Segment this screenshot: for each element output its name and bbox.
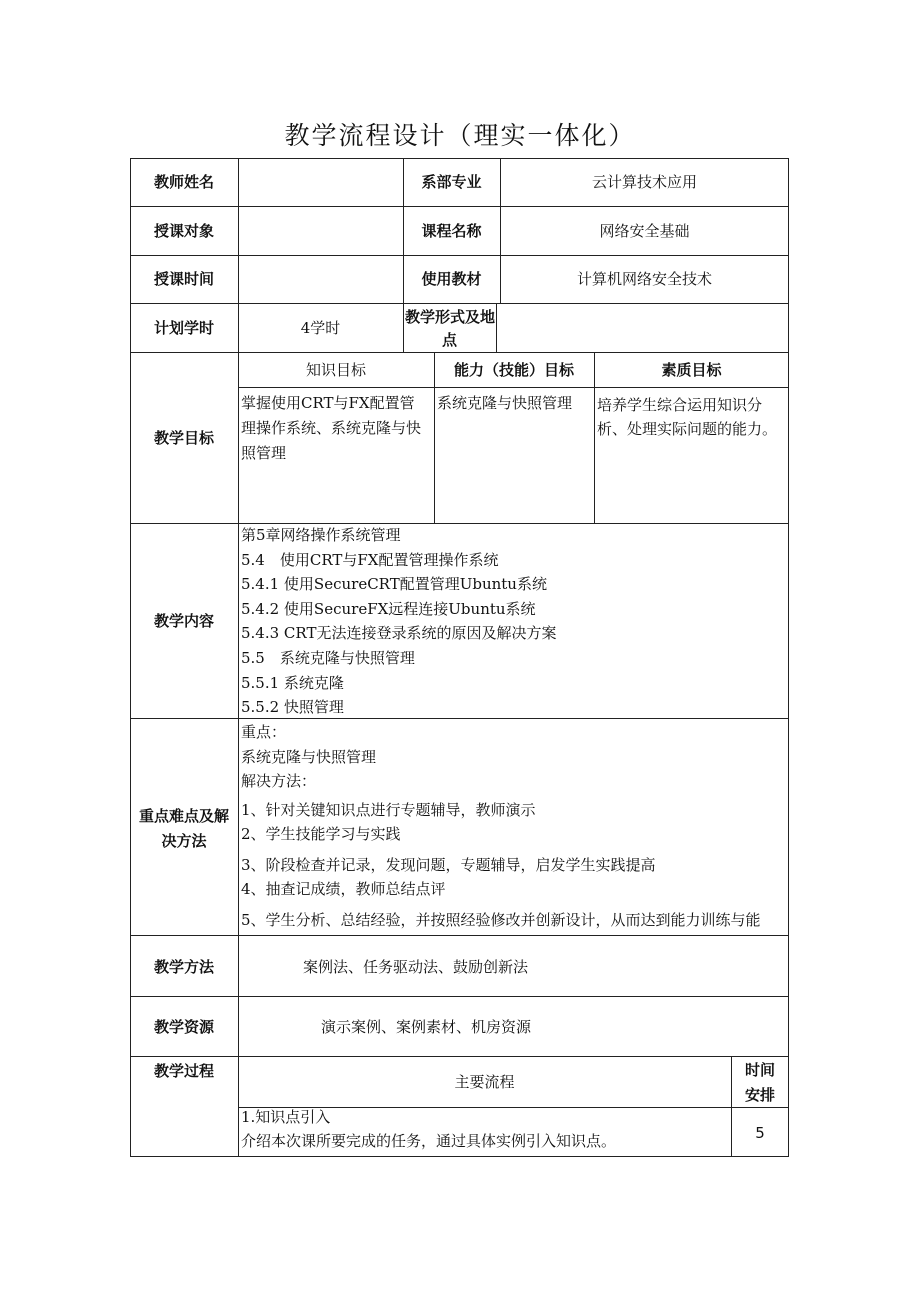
label-teacher-name: 教师姓名 [153,173,214,191]
row-divider [130,996,789,997]
row-divider [130,303,789,304]
row-divider [130,718,789,719]
content-line: 5.5 系统克隆与快照管理 [241,649,415,667]
knowledge-line: 照管理 [241,444,287,462]
quality-line: 析、处理实际问题的能力。 [597,420,778,438]
label-class-time: 授课时间 [153,270,214,288]
value-planned-hours: 4学时 [300,319,341,337]
quality-line: 培养学生综合运用知识分 [597,396,763,414]
header-ability-objective: 能力（技能）目标 [453,361,574,379]
header-knowledge-objective: 知识目标 [305,361,366,379]
step1-description: 介绍本次课所要完成的任务，通过具体实例引入知识点。 [241,1132,617,1150]
label-key-points-b: 决方法 [161,832,207,850]
value-resources: 演示案例、案例素材、机房资源 [321,1018,532,1036]
label-teaching-form-a: 教学形式及地 [405,308,496,326]
label-methods: 教学方法 [153,958,214,976]
label-teaching-form-b: 点 [442,331,458,349]
ability-line: 系统克隆与快照管理 [437,394,573,412]
key-point-line: 解决方法： [241,772,317,790]
content-line: 5.5.1 系统克隆 [241,674,344,692]
step1-title: 1.知识点引入 [241,1108,331,1126]
col-divider [496,303,497,352]
header-main-flow: 主要流程 [454,1073,515,1091]
key-point-line: 5、学生分析、总结经验，并按照经验修改并创新设计，从而达到能力训练与能 [241,911,761,929]
label-process: 教学过程 [153,1062,214,1080]
key-point-line: 1、针对关键知识点进行专题辅导，教师演示 [241,801,536,819]
content-line: 5.5.2 快照管理 [241,698,344,716]
label-department: 系部专业 [421,173,482,191]
objectives-header-divider [238,387,789,388]
content-line: 5.4.1 使用SecureCRT配置管理Ubuntu系统 [241,575,547,593]
value-methods: 案例法、任务驱动法、鼓励创新法 [303,958,529,976]
content-line: 第5章网络操作系统管理 [241,526,401,544]
content-line: 5.4 使用CRT与FX配置管理操作系统 [241,551,499,569]
header-quality-objective: 素质目标 [661,361,722,379]
value-course-name: 网络安全基础 [599,222,690,240]
label-content: 教学内容 [153,612,214,630]
page-title: 教学流程设计（理实一体化） [284,121,636,150]
key-point-line: 3、阶段检查并记录，发现问题，专题辅导，启发学生实践提高 [241,856,656,874]
label-resources: 教学资源 [153,1018,214,1036]
key-point-line: 4、抽查记成绩，教师总结点评 [241,880,446,898]
header-time-a: 时间 [744,1061,775,1079]
content-line: 5.4.3 CRT无法连接登录系统的原因及解决方案 [241,624,557,642]
key-point-line: 重点： [241,723,287,741]
row-divider [130,352,789,353]
label-course-name: 课程名称 [421,222,482,240]
col-divider [238,158,239,1157]
content-line: 5.4.2 使用SecureFX远程连接Ubuntu系统 [241,600,536,618]
label-objectives: 教学目标 [153,429,214,447]
row-divider [130,206,789,207]
header-time-b: 安排 [744,1086,775,1104]
row-divider [130,255,789,256]
key-point-line: 2、学生技能学习与实践 [241,825,401,843]
knowledge-line: 掌握使用CRT与FX配置管 [241,394,415,412]
label-key-points-a: 重点难点及解 [138,807,229,825]
row-divider [130,935,789,936]
value-textbook: 计算机网络安全技术 [576,270,712,288]
knowledge-line: 理操作系统、系统克隆与快 [241,419,422,437]
key-point-line: 系统克隆与快照管理 [241,748,377,766]
value-department: 云计算技术应用 [591,173,697,191]
label-planned-hours: 计划学时 [153,319,214,337]
step1-time: 5 [755,1124,765,1142]
row-divider [130,1056,789,1057]
row-divider [130,523,789,524]
label-audience: 授课对象 [153,222,214,240]
label-textbook: 使用教材 [421,270,482,288]
